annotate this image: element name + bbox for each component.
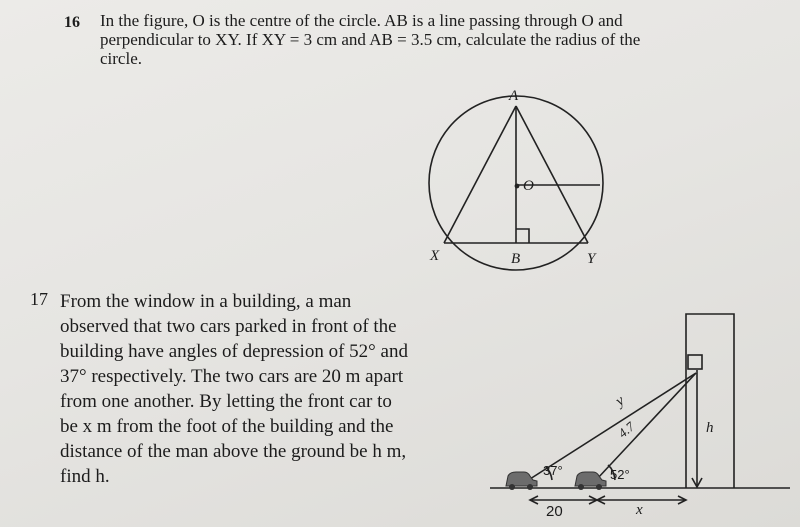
right-angle-mark xyxy=(516,229,529,243)
hypotenuse-4-7-label: 4.7 xyxy=(615,418,638,441)
q17-line-2: observed that two cars parked in front of the xyxy=(60,316,397,337)
question-16-number: 16 xyxy=(64,14,80,31)
angle-far-label: 37° xyxy=(543,463,563,478)
label-x: X xyxy=(430,248,440,264)
hypotenuse-y-label: y xyxy=(612,392,628,410)
line-ax xyxy=(444,106,516,243)
q16-line-2: perpendicular to XY. If XY = 3 cm and AB = 3.5 cm, calculate the radius of the xyxy=(100,30,641,49)
question-17-number: 17 xyxy=(30,289,48,309)
q16-line-3: circle. xyxy=(100,49,142,68)
window xyxy=(688,355,702,369)
distance-x-label: x xyxy=(636,502,643,518)
height-h-label: h xyxy=(706,420,714,436)
q17-line-4: 37° respectively. The two cars are 20 m apart xyxy=(60,366,404,387)
q17-line-3: building have angles of depression of 52° and xyxy=(60,341,408,362)
circle-figure xyxy=(429,96,603,270)
q17-line-8: find h. xyxy=(60,466,110,487)
label-o: O xyxy=(523,178,534,194)
distance-20-label: 20 xyxy=(546,503,563,520)
angle-near-label: 52° xyxy=(610,467,630,482)
building xyxy=(686,314,734,488)
q17-line-6: be x m from the foot of the building and the xyxy=(60,416,394,437)
label-a: A xyxy=(509,88,519,104)
q16-line-1: In the figure, O is the centre of the circle. AB is a line passing through O and xyxy=(100,11,623,30)
q17-line-7: distance of the man above the ground be h m, xyxy=(60,441,407,462)
line-ay xyxy=(516,106,588,243)
q17-line-5: from one another. By letting the front car to xyxy=(60,391,392,412)
centre-point xyxy=(515,184,520,189)
q17-line-1: From the window in a building, a man xyxy=(60,291,352,312)
label-b: B xyxy=(511,251,521,267)
label-y: Y xyxy=(587,251,596,267)
building-figure xyxy=(490,314,790,504)
